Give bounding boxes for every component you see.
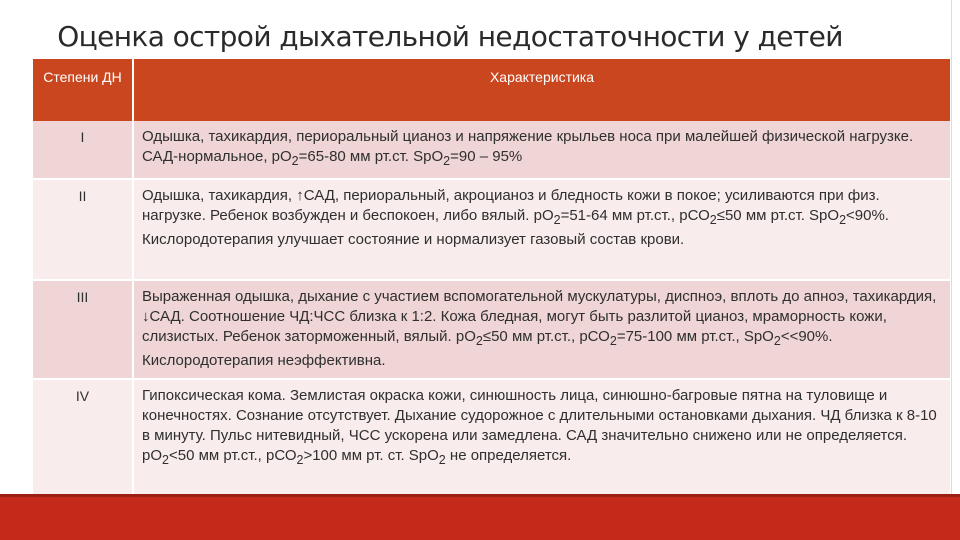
description-cell: Одышка, тахикардия, периоральный цианоз и напряжение крыльев носа при малейшей физической нагрузке. САД-нормальное, $рО_2=65-80$ мм рт.ст. SpO$_2$=90 – 95% [133,121,950,179]
page-title: Оценка острой дыхательной недостаточности у детей [57,20,843,53]
degree-cell: III [33,280,133,379]
table-row [33,179,950,280]
table-row [33,121,950,179]
respiratory-failure-table [33,59,950,504]
degree-cell: IV [33,379,133,503]
degree-cell: II [33,179,133,280]
degree-cell: I [33,121,133,179]
right-edge-rule [951,0,952,540]
header-description: Характеристика [133,59,950,121]
footer-bar [0,497,960,540]
header-degree: Степени ДН [33,59,133,121]
description-cell: Выраженная одышка, дыхание с участием вспомогательной мускулатуры, диспноэ, вплоть до апноэ, тахикардия, ↓САД. Соотношение ЧД:ЧСС близка к 1:2. Кожа бледная, могут быть разлитой цианоз, мраморность кожи, слизистых. Ребенок заторможенный, вялый. $рО_2\le 50$ мм рт.ст., рСО$_2$=75-100 мм рт.ст., SpO$_2$<<90%. Кислородотерапия неэффективна. [133,280,950,379]
table-row [33,280,950,379]
table-header-row [33,59,950,121]
description-cell: Одышка, тахикардия, ↑САД, периоральный, акроцианоз и бледность кожи в покое; усиливаются при физ. нагрузке. Ребенок возбужден и беспокоен, либо вялый. $рО_2=51-64$ мм рт.ст., рСО$_2$≤50 мм рт.ст. SpO$_2$<90%. Кислородотерапия улучшает состояние и нормализует газовый состав крови. [133,179,950,280]
table-row [33,379,950,503]
description-cell: Гипоксическая кома. Землистая окраска кожи, синюшность лица, синюшно-багровые пятна на туловище и конечностях. Сознание отсутствует. Дыхание судорожное с длительными остановками дыхания. ЧД близка к 8-10 в минуту. Пульс нитевидный, ЧСС ускорена или замедлена. САД значительно снижено или не определяется. $рО_2<50$ мм рт.ст., рСО$_2$>100 мм рт. ст. SpO$_2$ не определяется. [133,379,950,503]
